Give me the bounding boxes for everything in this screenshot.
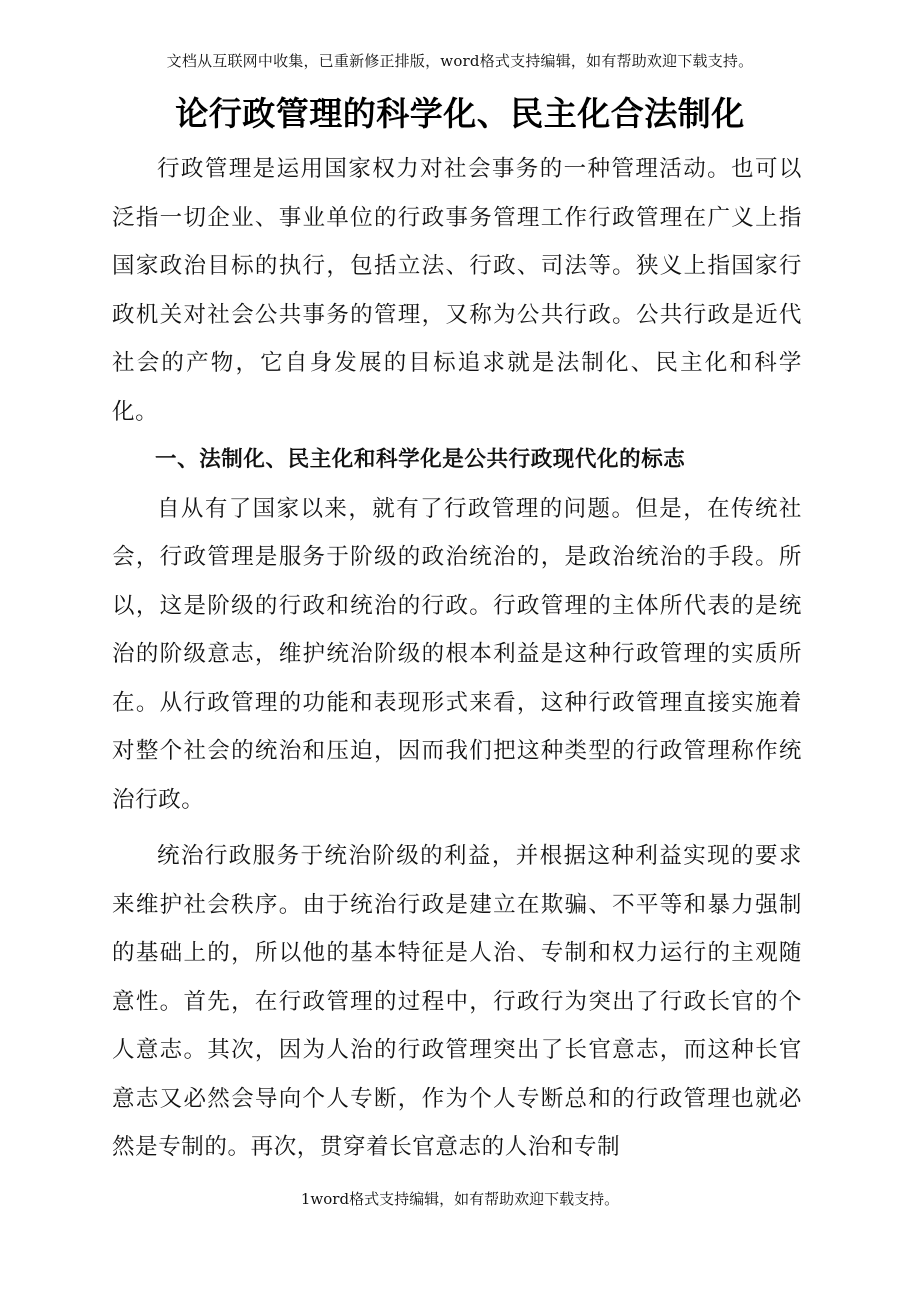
- section-heading: 一、法制化、民主化和科学化是公共行政现代化的标志: [155, 447, 686, 472]
- document-title: 论行政管理的科学化、民主化合法制化: [175, 94, 745, 133]
- footer-note: 1word格式支持编辑，如有帮助欢迎下载支持。: [300, 1190, 620, 1208]
- paragraph-history: 自从有了国家以来，就有了行政管理的问题。但是，在传统社会，行政管理是服务于阶级的政治统治的，是政治统治的手段。所以，这是阶级的行政和统治的行政。行政管理的主体所代表的是统治的阶级意志，维护统治阶级的根本利益是这种行政管理的实质所在。从行政管理的功能和表现形式来看，这种行政管理直接实施着对整个社会的统治和压迫，因而我们把这种类型的行政管理称作统治行政。: [112, 495, 802, 813]
- header-note: 文档从互联网中收集，已重新修正排版，word格式支持编辑，如有帮助欢迎下载支持。: [166, 52, 754, 70]
- document-body: [112, 145, 802, 1172]
- paragraph-intro: 行政管理是运用国家权力对社会事务的一种管理活动。也可以泛指一切企业、事业单位的行政事务管理工作行政管理在广义上指国家政治目标的执行，包括立法、行政、司法等。狭义上指国家行政机关对社会公共事务的管理，又称为公共行政。公共行政是近代社会的产物，它自身发展的目标追求就是法制化、民主化和科学化。: [112, 156, 802, 425]
- paragraph-rule-administration: 统治行政服务于统治阶级的利益，并根据这种利益实现的要求来维护社会秩序。由于统治行政是建立在欺骗、不平等和暴力强制的基础上的，所以他的基本特征是人治、专制和权力运行的主观随意性。首先，在行政管理的过程中，行政行为突出了行政长官的个人意志。其次，因为人治的行政管理突出了长官意志，而这种长官意志又必然会导向个人专断，作为个人专断总和的行政管理也就必然是专制的。再次，贯穿着长官意志的人治和专制: [112, 843, 802, 1160]
